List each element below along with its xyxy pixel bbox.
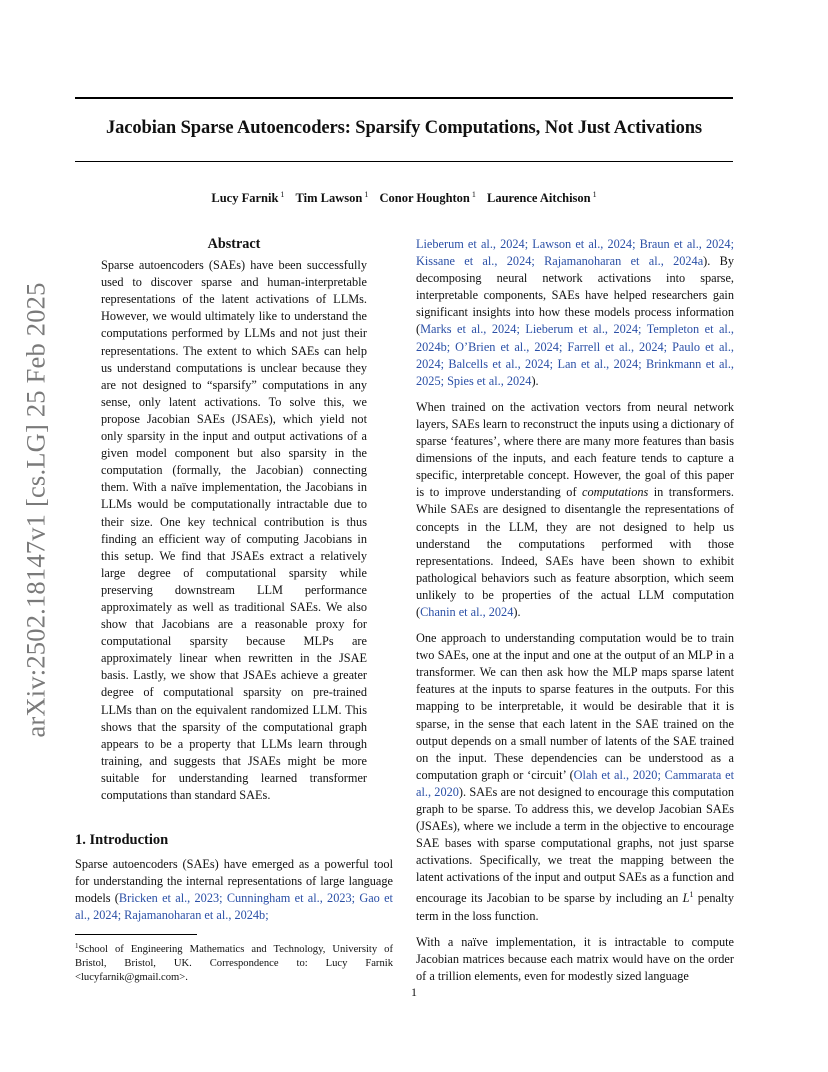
arxiv-identifier-text: arXiv:2502.18147v1 [cs.LG] 25 Feb 2025 — [20, 282, 51, 738]
title-bottom-rule — [75, 161, 733, 162]
author-affiliation-mark: 1 — [592, 190, 597, 199]
author-affiliation-mark: 1 — [364, 190, 369, 199]
citation-link[interactable]: Marks et al., 2024; Lieberum et al., 2024; Templeton et al., 2024b; O’Brien et al., 2024; Farrell et al., 2024; Paulo et al., 2024; Balcells et al., 2024; Lan et al., 2024; Brinkmann et al., 2025; Spies et al., 2024 — [416, 322, 734, 388]
paragraph-text: One approach to understanding computation would be to train two SAEs, one at the input and one at the output of an MLP in a transformer. We can then ask how the MLP maps sparse latent features at the inputs to sparse features in the outputs. For this mapping to be interpretable, it would be desirable that it is sparse, in the sense that each latent in the SAE trained on the output depends on a small number of latents of the SAE trained on the input. These dependencies can be understood as a computation graph or ‘circuit’ ( — [416, 631, 734, 782]
citation-link[interactable]: Chanin et al., 2024 — [420, 604, 514, 619]
author-name: Lucy Farnik — [211, 191, 279, 205]
footnote-rule — [75, 934, 197, 935]
author-list — [75, 190, 733, 206]
footnote-mark: 1 — [75, 941, 79, 950]
abstract-text: Sparse autoencoders (SAEs) have been successfully used to discover sparse and human-interpretable representations of the latent activations of LLMs. However, we would ultimately like to understand the computations performed by LLMs and not just their representations. The extent to which SAEs can help us understand computations is unclear because they are not designed to “sparsify” computations in any sense, only latent activations. To solve this, we propose Jacobian SAEs (JSAEs), which yield not only sparsity in the input and output activations of a given model component but also sparsity in the computation (formally, the Jacobian) connecting them. With a naïve implementation, the Jacobians in LLMs would be computationally intractable due to their size. One key technical contribution is thus finding an efficient way of computing Jacobians in this setup. We find that JSAEs extract a relatively large degree of computational sparsity while preserving downstream LLM performance approximately as well as traditional SAEs. We also show that Jacobians are a reasonable proxy for computational sparsity because MLPs are approximately linear when rewritten in the JSAE basis. Lastly, we show that JSAEs achieve a greater degree of computational sparsity on pre-trained LLMs than on the equivalent randomized LLM. This shows that the sparsity of the computational graph appears to be a property that LLMs learn through training, and suggests that JSAEs might be more suitable for understanding learned transformer computations than standard SAEs. — [101, 258, 367, 802]
author-name: Conor Houghton — [379, 191, 470, 205]
introduction-paragraph — [416, 630, 734, 925]
paper-title: Jacobian Sparse Autoencoders: Sparsify Computations, Not Just Activations — [105, 118, 703, 138]
paragraph-text: Sparse autoencoders (SAEs) have emerged as a powerful tool for understanding the internal representations of large language models ( — [75, 857, 393, 906]
math-symbol: L — [682, 891, 690, 906]
introduction-paragraph — [416, 399, 734, 621]
citation-link[interactable]: Olah et al., 2020; Cammarata et al., 2020 — [416, 767, 734, 799]
title-top-rule — [75, 97, 733, 99]
author-4 — [487, 191, 597, 205]
author-name: Laurence Aitchison — [487, 191, 591, 205]
paragraph-text: penalty term in the loss function. — [416, 891, 734, 923]
right-column — [416, 236, 734, 994]
math-superscript: 1 — [689, 890, 694, 900]
abstract-heading: Abstract — [207, 236, 261, 252]
paragraph-text: When trained on the activation vectors from neural network layers, SAEs learn to reconstruct the inputs using a dictionary of sparse ‘features’, where there are many more features than basis dimensions of the inputs, and each feature tends to capture a specific, interpretable concept. However, the goal of this paper is to improve understanding of — [416, 399, 734, 500]
author-3 — [379, 191, 475, 205]
author-affiliation-mark: 1 — [280, 190, 285, 199]
author-1 — [211, 191, 284, 205]
author-2 — [296, 191, 369, 205]
paragraph-text: ). — [513, 604, 521, 619]
paragraph-text: ). SAEs are not designed to encourage this computation graph to be sparse. To address this, we develop Jacobian SAEs (JSAEs), where we include a term in the objective to encourage SAE bases with sparse computational graphs, not just sparse activations. Specifically, we treat the mapping between the latent activations of the input and output SAEs as a function and encourage its Jacobian to be sparse by including an — [416, 784, 734, 906]
page-number: 1 — [411, 985, 417, 999]
introduction-paragraph — [416, 934, 734, 985]
affiliation-footnote — [75, 939, 393, 985]
paragraph-text: With a naïve implementation, it is intractable to compute Jacobian matrices because each matrix would have on the order of a trillion elements, even for modestly sized language — [416, 934, 734, 983]
paragraph-text: ). — [531, 373, 539, 388]
emphasized-text: computations — [582, 485, 649, 500]
author-affiliation-mark: 1 — [471, 190, 476, 199]
author-name: Tim Lawson — [295, 191, 363, 205]
footnote-text: School of Engineering Mathematics and Technology, University of Bristol, Bristol, UK. Correspondence to: Lucy Farnik <lucyfarnik@gmail.com>. — [75, 943, 393, 983]
paragraph-text: ). By decomposing neural network activations into sparse, interpretable components, SAEs have helped researchers gain significant insights into how these models process information ( — [416, 254, 734, 337]
introduction-paragraph-continued — [416, 236, 734, 390]
introduction-heading: 1. Introduction — [75, 832, 169, 849]
left-column — [75, 236, 393, 985]
citation-link[interactable]: Bricken et al., 2023; Cunningham et al., 2023; Gao et al., 2024; Rajamanoharan et al., 2024b; — [75, 891, 393, 923]
paragraph-text: in transformers. While SAEs are designed to disentangle the representations of concepts in the LLM, they are not designed to help us understand the computations performed with those representations. Indeed, SAEs have been shown to exhibit pathological behaviors such as feature absorption, which seem unlikely to be properties of the actual LLM computation ( — [416, 485, 735, 619]
citation-link[interactable]: Lieberum et al., 2024; Lawson et al., 2024; Braun et al., 2024; Kissane et al., 2024; Rajamanoharan et al., 2024a — [416, 237, 734, 269]
introduction-paragraph — [75, 856, 393, 924]
